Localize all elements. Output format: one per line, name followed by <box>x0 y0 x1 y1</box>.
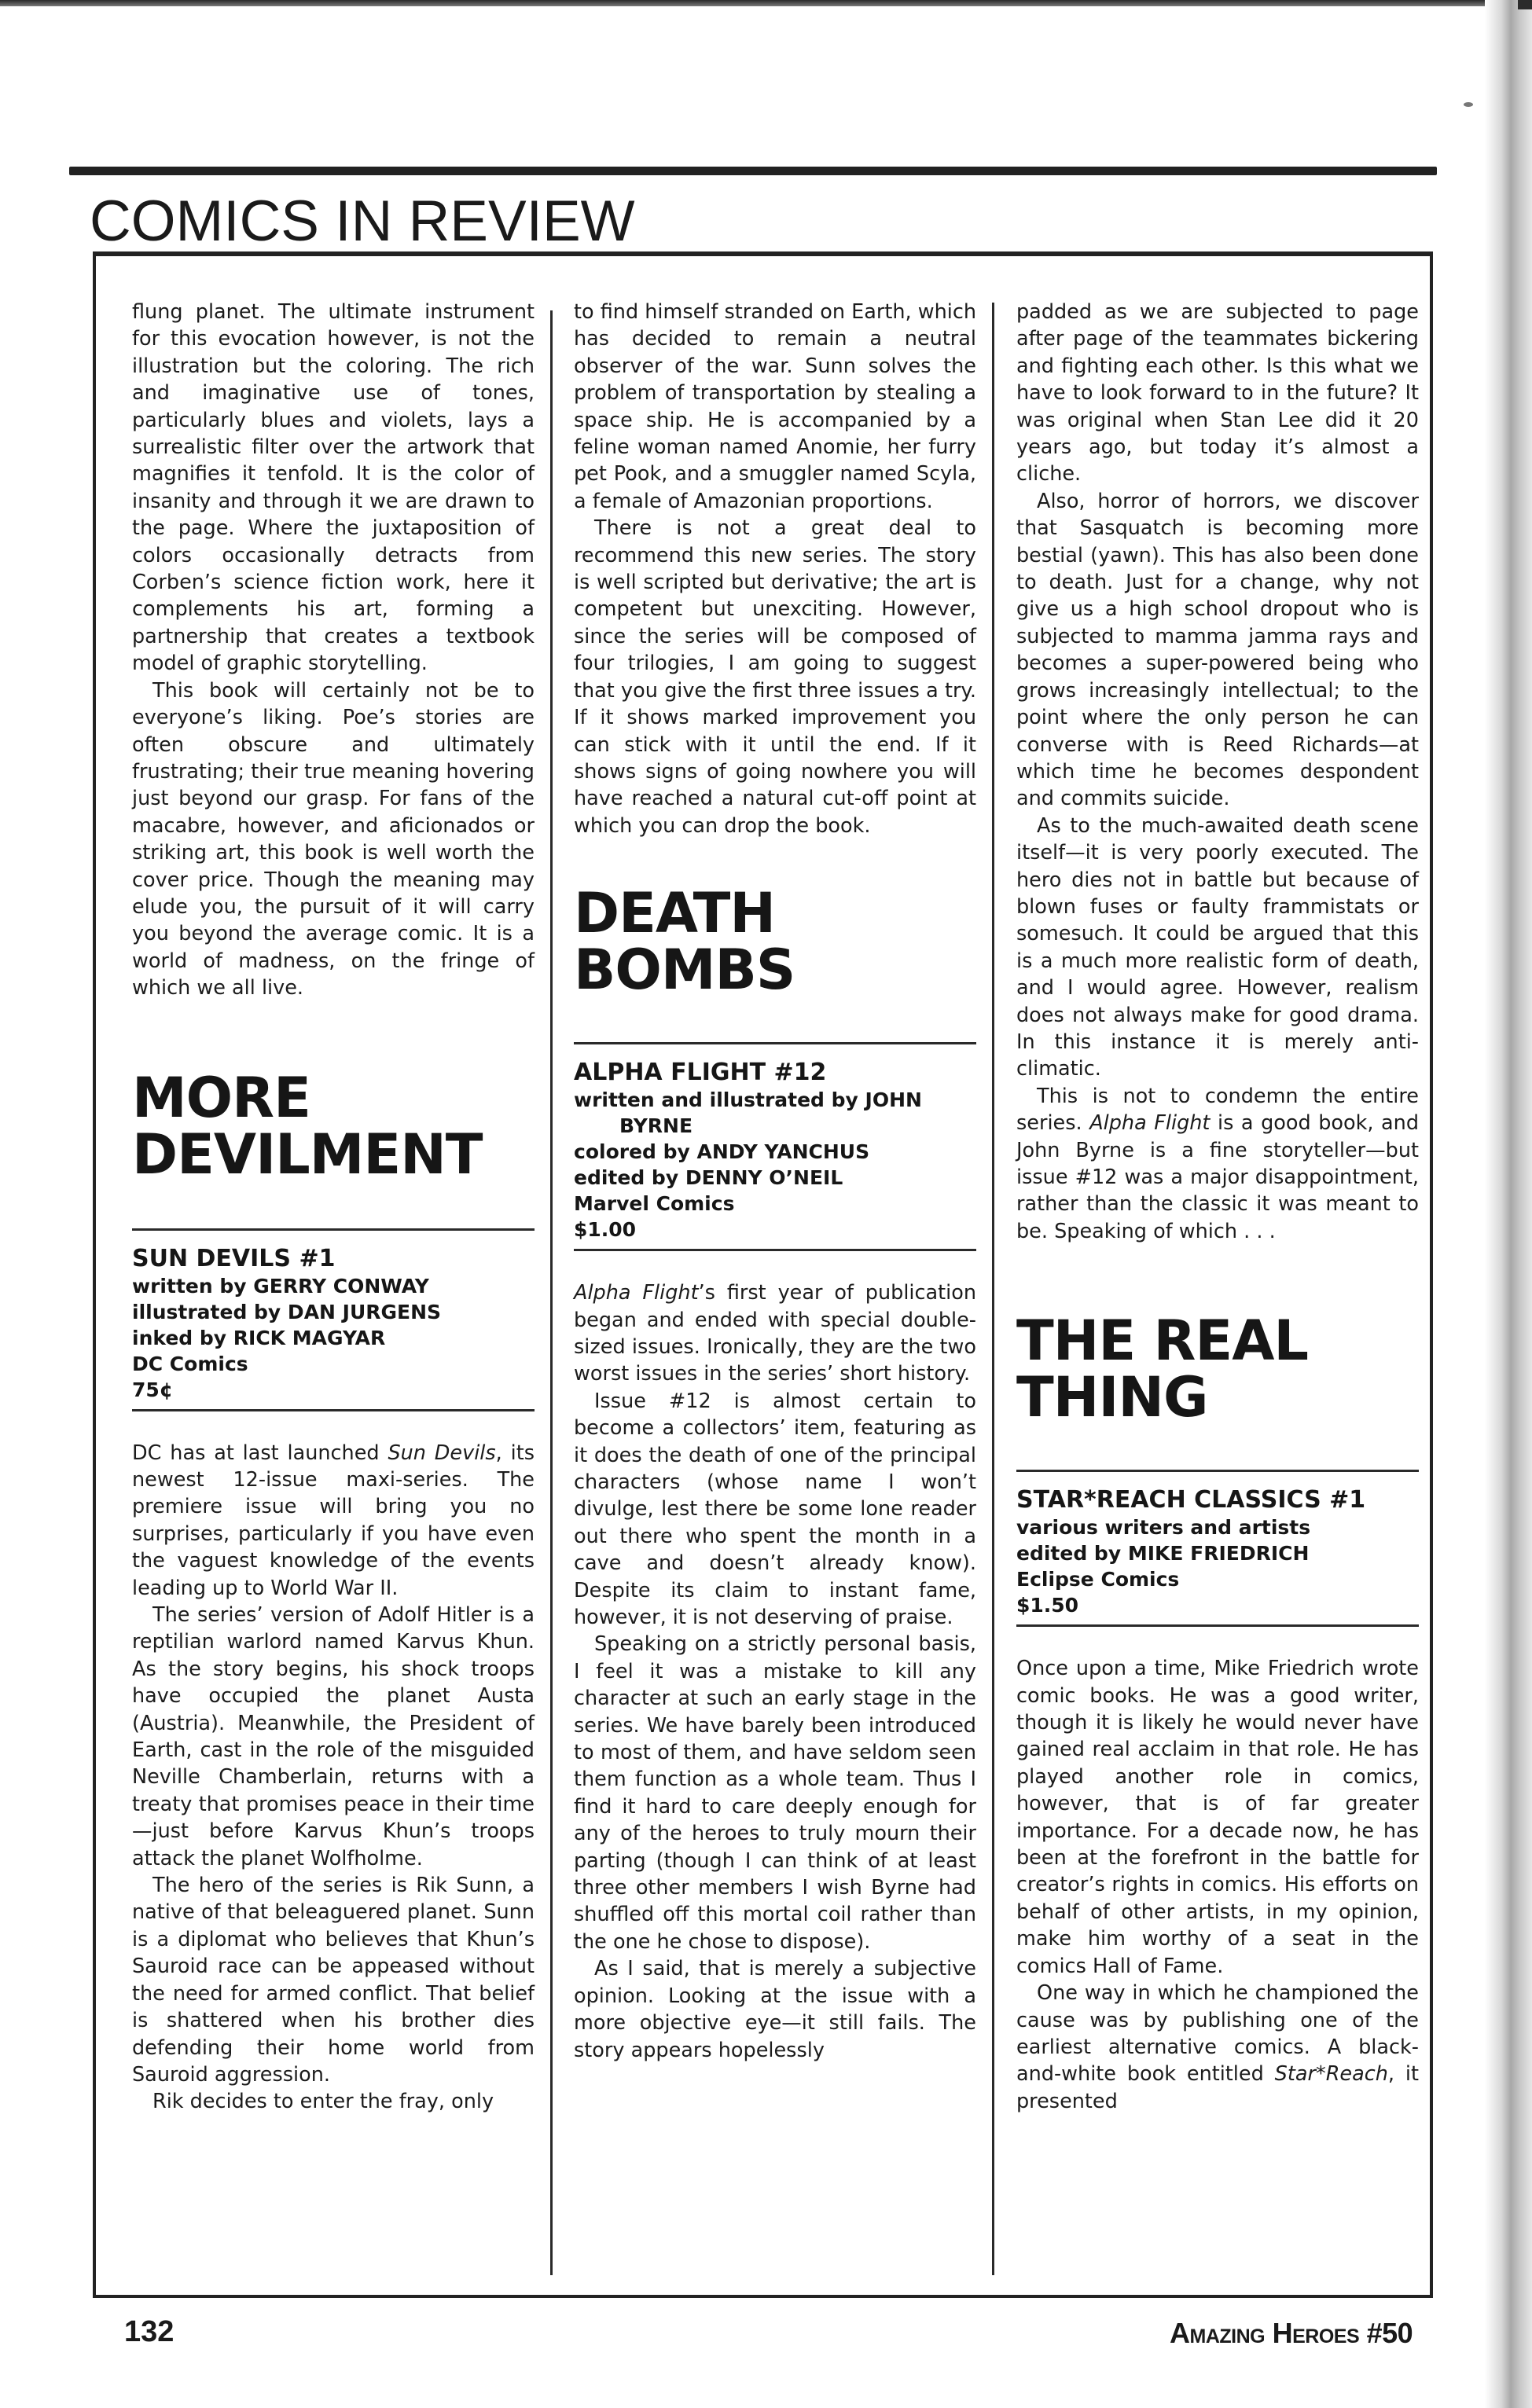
header-rule <box>69 167 1437 175</box>
body-paragraph: Speaking on a strictly personal basis, I feel it was a mistake to kill any character at such an early stage in the series. We have barely been introduced to most of them, and have seldom seen them function as a whole team. Thus I find it hard to care deeply enough for any of the heroes to truly mourn their parting (though I can think of at least three other members I wish Byrne had shuffled off this mortal coil rather than the one he chose to dispose). <box>574 1632 976 1954</box>
credit-line: colored by ANDY YANCHUS <box>574 1140 870 1164</box>
body-paragraph: Once upon a time, Mike Friedrich wrote comic books. He was a good writer, though it is likely he would never have gained real acclaim in that role. He has played another role in comics, however, that is of far greater importance. For a decade now, he has been at the forefront in the battle for creator’s rights in comics. His efforts on behalf of other artists, in my opinion, make him worthy of a seat in the comics Hall of Fame. <box>1016 1657 1419 1978</box>
body-paragraph: The series’ version of Adolf Hitler is a reptilian warlord named Karvus Khun. As the story begins, his shock troops have occupied the planet Austa (Austria). Meanwhile, the President of Earth, cast in the role of the misguided Neville Chamberlain, returns with a treaty that promises peace in their time—just before Karvus Khun’s troops attack the planet Wolfholme. <box>132 1603 535 1870</box>
column-2 <box>574 299 976 2064</box>
price: $1.00 <box>574 1218 637 1242</box>
body-paragraph: As to the much-awaited death scene itself—it is very poorly executed. The hero dies not in battle but because of blown fuses or faulty frammistats or somesuch. It could be argued that this is a much more realistic form of death, and I would agree. However, realism does not always make for good drama. In this instance it is merely anti-climatic. <box>1016 813 1419 1081</box>
price: 75¢ <box>132 1378 174 1401</box>
price: $1.50 <box>1016 1594 1079 1617</box>
comic-title: ALPHA FLIGHT #12 <box>574 1059 827 1087</box>
publisher: DC Comics <box>132 1352 248 1375</box>
body-paragraph: This is not to condemn the entire series. Alpha Flight is a good book, and John Byrne is a fine storyteller—but issue #12 was a major disappointment, rather than the classic it was meant to be. Speaking of which . . . <box>1016 1084 1420 1243</box>
column-divider <box>992 303 994 2275</box>
credits-block <box>1016 1472 1419 1624</box>
body-paragraph: Alpha Flight’s first year of publication began and ended with special double-sized issues. Ironically, they are the two worst issues in the series’ short history. <box>574 1281 976 1386</box>
body-paragraph: to find himself stranded on Earth, which has decided to remain a neutral observer of the war. Sunn solves the problem of transportation by stealing a space ship. He is accompanied by a feline woman named Anomie, her furry pet Pook, and a smuggler named Scyla, a female of Amazonian proportions. <box>574 300 976 513</box>
body-paragraph: Rik decides to enter the fray, only <box>152 2090 494 2114</box>
body-paragraph: DC has at last launched Sun Devils, its newest 12-issue maxi-series. The premiere issue will bring you no surprises, particularly if you have even the vaguest knowledge of the events leading up to World War II. <box>132 1441 535 1600</box>
credits-block <box>574 1044 976 1249</box>
binding-corner <box>1518 0 1532 9</box>
print-speck <box>1464 102 1473 107</box>
review-heading <box>1016 1309 1419 1430</box>
review-heading-line: THE REAL <box>1016 1309 1309 1374</box>
credit-line: BYRNE <box>619 1114 693 1138</box>
review-heading-line: MORE <box>132 1065 310 1130</box>
credit-line: written by GERRY CONWAY <box>132 1274 429 1298</box>
page-number: 132 <box>124 2315 175 2348</box>
review-heading <box>132 1065 535 1187</box>
publisher: Eclipse Comics <box>1016 1568 1180 1591</box>
review-heading-line: DEATH <box>574 881 775 946</box>
review-heading-line: THING <box>1016 1365 1208 1430</box>
review-heading-line: BOMBS <box>574 938 795 1003</box>
column-divider <box>550 310 553 2275</box>
credit-line: inked by RICK MAGYAR <box>132 1326 386 1349</box>
body-paragraph: As I said, that is merely a subjective opinion. Looking at the issue with a more objective eye—it still fails. The story appears hopelessly <box>574 1957 976 2062</box>
body-paragraph: flung planet. The ultimate instrument for this evocation however, is not the illustration but the coloring. The rich and imaginative use of tones, particularly blues and violets, lays a surrealistic filter over the artwork that magnifies it tenfold. It is the color of insanity and through it we are drawn to the page. Where the juxtaposition of colors occasionally detracts from Corben’s science fiction work, here it complements his art, forming a partnership that creates a textbook model of graphic storytelling. <box>132 300 535 676</box>
comic-title: SUN DEVILS #1 <box>132 1244 336 1272</box>
column-1 <box>132 299 535 2116</box>
credit-line: edited by MIKE FRIEDRICH <box>1016 1542 1310 1566</box>
credit-line: various writers and artists <box>1016 1516 1311 1540</box>
body-paragraph: padded as we are subjected to page after page of the teammates bickering and fighting each other. Is this what we have to look forward to in the future? It was original when Stan Lee did it 20 years ago, but today it’s almost a cliche. <box>1016 300 1419 486</box>
scan-top-edge <box>0 0 1532 6</box>
credits-block <box>132 1231 535 1409</box>
body-paragraph: One way in which he championed the cause was by publishing one of the earliest alternative comics. A black-and-white book entitled Star*Reach, it presented <box>1016 1981 1419 2113</box>
body-paragraph: This book will certainly not be to everyone’s liking. Poe’s stories are often obscure and ultimately frustrating; their true meaning hovering just beyond our grasp. For fans of the macabre, however, and aficionados or striking art, this book is well worth the cover price. Though the meaning may elude you, the pursuit of it will carry you beyond the average comic. It is a world of madness, on the fringe of which we all live. <box>132 678 535 1000</box>
binding-shadow <box>1485 0 1532 2408</box>
body-paragraph: Issue #12 is almost certain to become a collectors’ item, featuring as it does the death of one of the principal characters (whose name I won’t divulge, lest there be some lone reader out there who spent the month in a cave and doesn’t already know). Despite its claim to instant fame, however, it is not deserving of praise. <box>574 1389 976 1629</box>
credit-line: edited by DENNY O’NEIL <box>574 1166 843 1190</box>
credit-line: written and illustrated by JOHN <box>574 1088 922 1112</box>
body-paragraph: The hero of the series is Rik Sunn, a native of that beleaguered planet. Sunn is a diplomat who believes that Khun’s Sauroid race can be appeased without the need for armed conflict. That belief is shattered when his brother dies defending their home world from Sauroid aggression. <box>132 1874 535 2087</box>
body-paragraph: Also, horror of horrors, we discover that Sasquatch is becoming more bestial (yawn). This has also been done to death. Just for a change, why not give us a high school dropout who is subjected to mamma jamma rays and becomes a super-powered being who grows increasingly intellectual; to the point where the only person he can converse with is Reed Richards—at which time he becomes despondent and commits suicide. <box>1016 489 1419 811</box>
review-heading <box>574 881 976 1003</box>
body-paragraph: There is not a great deal to recommend this new series. The story is well scripted but derivative; the art is competent but unexciting. However, since the series will be composed of four trilogies, I am going to suggest that you give the first three issues a try. If it shows marked improvement you can stick with it until the end. If it shows signs of going nowhere you will have reached a natural cut-off point at which you can drop the book. <box>574 516 976 838</box>
section-title: COMICS IN REVIEW <box>90 189 635 253</box>
comic-title: STAR*REACH CLASSICS #1 <box>1016 1486 1366 1514</box>
credit-line: illustrated by DAN JURGENS <box>132 1300 442 1323</box>
review-heading-line: DEVILMENT <box>132 1121 483 1187</box>
publisher: Marvel Comics <box>574 1192 735 1216</box>
magazine-name: Amazing Heroes #50 <box>1170 2317 1413 2349</box>
column-3 <box>1016 299 1419 2115</box>
